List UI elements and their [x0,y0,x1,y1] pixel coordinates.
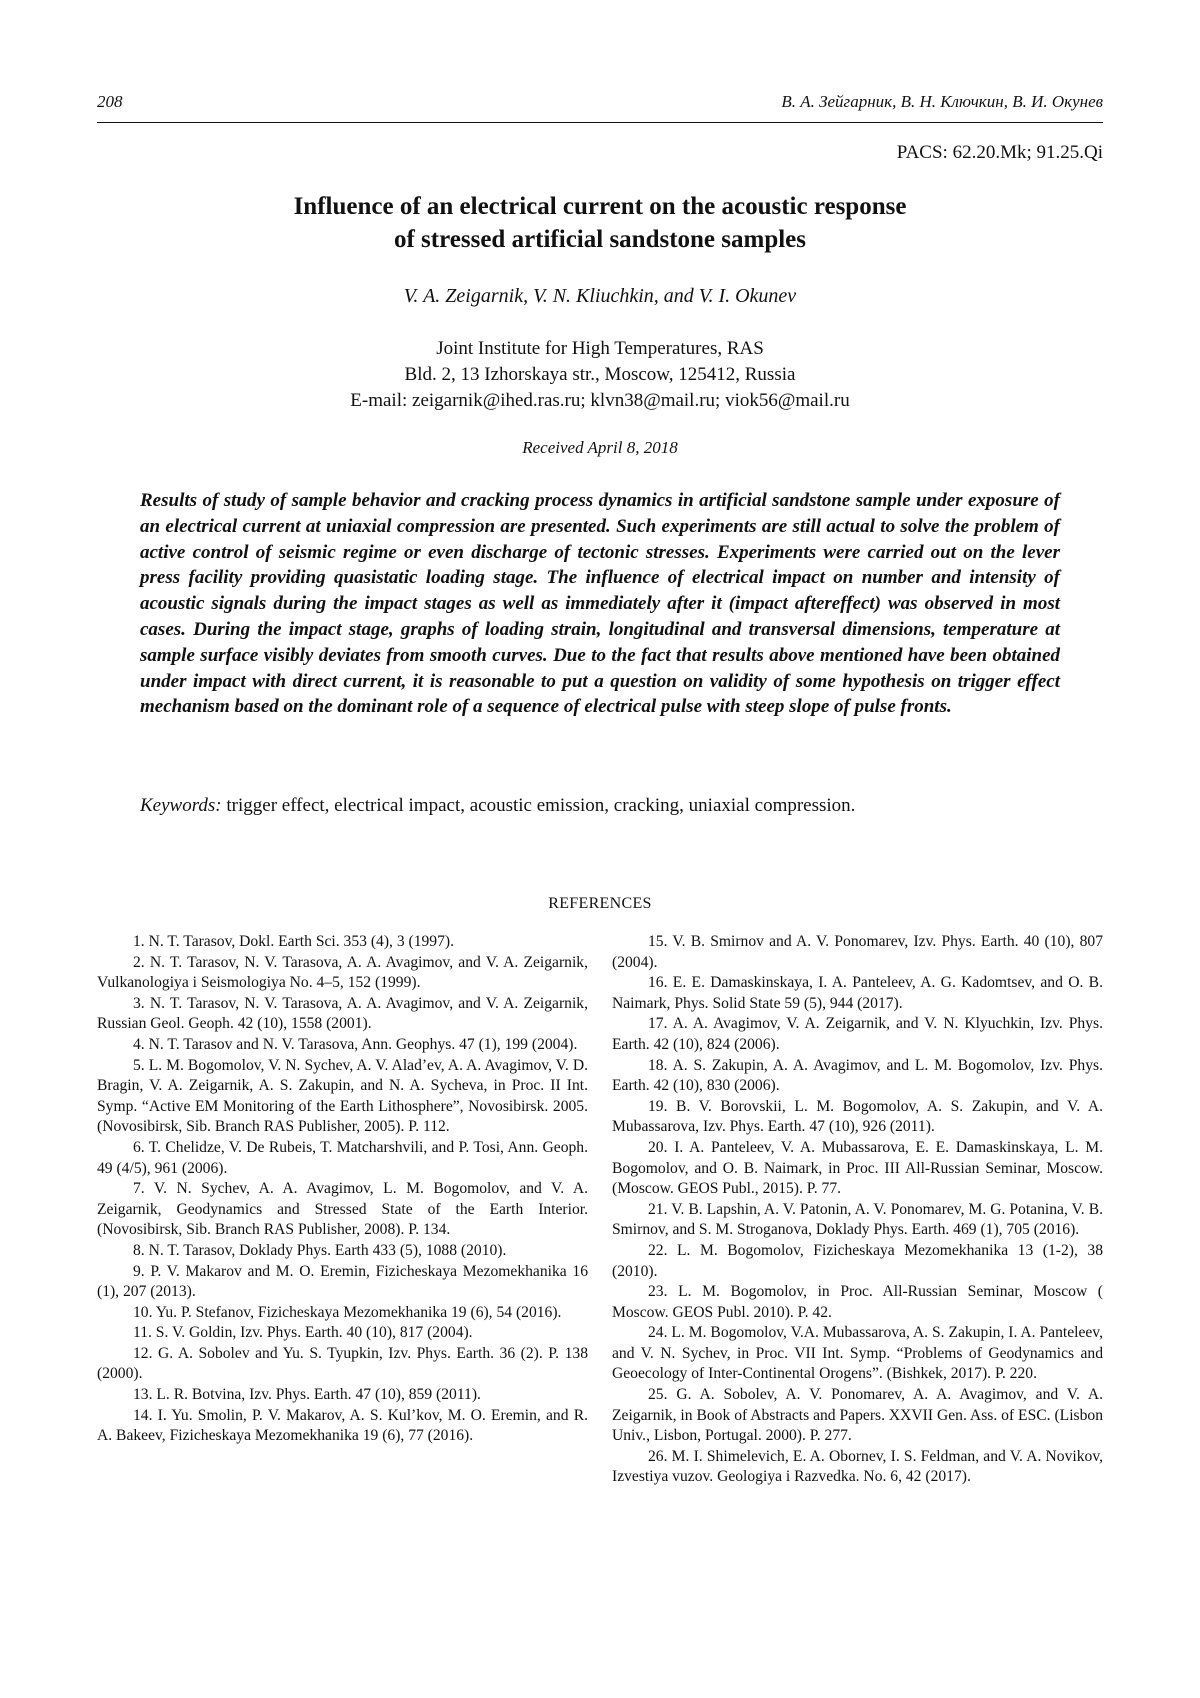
references-heading: REFERENCES [97,895,1103,913]
reference-item: 26. M. I. Shimelevich, E. A. Obornev, I. S. Feldman, and V. A. Novikov, Izvestiya vuzov. Geologiya i Razvedka. No. 6, 42 (2017). [612,1447,1103,1488]
affiliation-institute: Joint Institute for High Temperatures, RAS [97,336,1103,362]
running-head: В. А. Зейгарник, В. Н. Ключкин, В. И. Окунев [781,92,1103,112]
reference-item: 2. N. T. Tarasov, N. V. Tarasova, A. A. Avagimov, and V. A. Zeigarnik, Vulkanologiya i Seismologiya No. 4–5, 152 (1999). [97,953,588,994]
reference-item: 9. P. V. Makarov and M. O. Eremin, Fizicheskaya Me­zomekhanika 16 (1), 207 (2013). [97,1262,588,1303]
paper-title [140,190,1060,256]
reference-item: 5. L. M. Bogomolov, V. N. Sychev, A. V. Alad’ev, A. A. Ava­gimov, V. D. Bragin, V. A. Zeigarnik, A. S. Zakupin, and N. A. Sy­cheva, in Proc. II Int. Symp. “Active EM Monitoring of the Earth Lithosphere”, Novosibirsk. 2005. (Novosibirsk, Sib. Branch RAS Publisher, 2005). P. 112. [97,1056,588,1138]
keywords-label: Keywords: [140,795,222,816]
reference-item: 12. G. A. Sobolev and Yu. S. Tyupkin, Izv. Phys. Earth. 36 (2). P. 138 (2000). [97,1344,588,1385]
reference-item: 19. B. V. Borovskii, L. M. Bogomolov, A. S. Zakupin, and V. A. Mubassarova, Izv. Phys. Earth. 47 (10), 926 (2011). [612,1097,1103,1138]
reference-item: 8. N. T. Tarasov, Doklady Phys. Earth 433 (5), 1088 (2010). [97,1241,588,1262]
reference-item: 6. T. Chelidze, V. De Rubeis, T. Matcharshvili, and P. Tosi, Ann. Geoph. 49 (4/5), 961 (2006). [97,1138,588,1179]
reference-item: 11. S. V. Goldin, Izv. Phys. Earth. 40 (10), 817 (2004). [97,1323,588,1344]
reference-item: 15. V. B. Smirnov and A. V. Ponomarev, Izv. Phys. Earth. 40 (10), 807 (2004). [612,932,1103,973]
reference-item: 10. Yu. P. Stefanov, Fizicheskaya Mezomekhanika 19 (6), 54 (2016). [97,1303,588,1324]
references-right-column [612,932,1103,1488]
keywords-text: trigger effect, electrical impact, acoustic emission, cracking, uniaxial compression. [226,795,855,816]
reference-item: 16. E. E. Damaskinskaya, I. A. Panteleev, A. G. Kadomtsev, and O. B. Naimark, Phys. Solid State 59 (5), 944 (2017). [612,973,1103,1014]
affiliation-address: Bld. 2, 13 Izhorskaya str., Moscow, 125412, Russia [97,362,1103,388]
reference-item: 21. V. B. Lapshin, A. V. Patonin, A. V. Ponomarev, M. G. Po­tanina, V. B. Smirnov, and S. M. Stroganova, Doklady Phys. Earth. 469 (1), 705 (2016). [612,1200,1103,1241]
affiliation [97,336,1103,414]
reference-item: 18. A. S. Zakupin, A. A. Avagimov, and L. M. Bogomolov, Izv. Phys. Earth. 42 (10), 830 (2006). [612,1056,1103,1097]
reference-item: 14. I. Yu. Smolin, P. V. Makarov, A. S. Kul’kov, M. O. Ere­min, and R. A. Bakeev, Fizicheskaya Mezomekhanika 19 (6), 77 (2016). [97,1406,588,1447]
affiliation-email: E-mail: zeigarnik@ihed.ras.ru; klvn38@mail.ru; viok56@mail.ru [97,388,1103,414]
reference-item: 23. L. M. Bogomolov, in Proc. All-Russian Seminar, Mos­cow ( Moscow. GEOS Publ. 2010). P. 42. [612,1282,1103,1323]
received-date: Received April 8, 2018 [97,438,1103,458]
paper-title-line-1: Influence of an electrical current on the acoustic response [140,190,1060,223]
abstract: Results of study of sample behavior and cracking process dynamics in artificial sandstone sample under exposure of an electrical current at uniaxial compression are presented. Such experiments are still actual to solve the problem of active control of seismic regime or even discharge of tectonic stresses. Experiments were carried out on the lever press facility providing quasistatic loading stage. The influence of electrical impact on number and intensity of acoustic signals during the impact stages as well as immediately after it (impact aftereffect) was observed in most cases. During the im­pact stage, graphs of loading strain, longitudinal and transversal dimensions, temperature at sample surface visibly deviates from smooth curves. Due to the fact that results above mentioned have been obtained under impact with direct current, it is reasonable to put a question on validity of some hy­pothesis on trigger effect mechanism based on the dominant role of a sequence of electrical pulse with steep slope of pulse fronts. [140,488,1060,720]
reference-item: 3. N. T. Tarasov, N. V. Tarasova, A. A. Avagimov, and V. A. Zeigarnik, Russian Geol. Geoph. 42 (10), 1558 (2001). [97,994,588,1035]
reference-item: 1. N. T. Tarasov, Dokl. Earth Sci. 353 (4), 3 (1997). [97,932,588,953]
header-rule [97,122,1103,123]
keywords [140,795,1060,817]
reference-item: 25. G. A. Sobolev, A. V. Ponomarev, A. A. Avagimov, and V. A. Zeigarnik, in Book of Abstracts and Papers. XXVII Gen. Ass. of ESC. (Lisbon Univ., Lisbon, Portugal. 2000). P. 277. [612,1385,1103,1447]
reference-item: 17. A. A. Avagimov, V. A. Zeigarnik, and V. N. Klyuchkin, Izv. Phys. Earth. 42 (10), 824 (2006). [612,1014,1103,1055]
reference-item: 13. L. R. Botvina, Izv. Phys. Earth. 47 (10), 859 (2011). [97,1385,588,1406]
reference-item: 20. I. A. Panteleev, V. A. Mubassarova, E. E. Damas­kinskaya, L. M. Bogomolov, and O. B. Naimark, in Proc. III All-Russian Seminar, Moscow. (Moscow. GEOS Publ., 2015). P. 77. [612,1138,1103,1200]
reference-item: 24. L. M. Bogomolov, V.A. Mubassarova, A. S. Zakupin, I. A. Panteleev, and V. N. Sychev, in Proc. VII Int. Symp. “Prob­lems of Geodynamics and Geoecology of Inter-Continental Oro­gens”. (Bishkek, 2017). P. 220. [612,1323,1103,1385]
reference-item: 4. N. T. Tarasov and N. V. Tarasova, Ann. Geophys. 47 (1), 199 (2004). [97,1035,588,1056]
reference-item: 22. L. M. Bogomolov, Fizicheskaya Mezomekhanika 13 (1-2), 38 (2010). [612,1241,1103,1282]
paper-title-line-2: of stressed artificial sandstone samples [140,223,1060,256]
pacs-codes: PACS: 62.20.Mk; 91.25.Qi [897,142,1103,164]
reference-item: 7. V. N. Sychev, A. A. Avagimov, L. M. Bogomolov, and V. A. Zeigarnik, Geodynamics and Stressed State of the Earth Interior. (Novosibirsk, Sib. Branch RAS Publisher, 2008). P. 134. [97,1179,588,1241]
references-left-column [97,932,588,1447]
authors: V. A. Zeigarnik, V. N. Kliuchkin, and V. I. Okunev [97,285,1103,308]
page-number: 208 [97,92,123,112]
